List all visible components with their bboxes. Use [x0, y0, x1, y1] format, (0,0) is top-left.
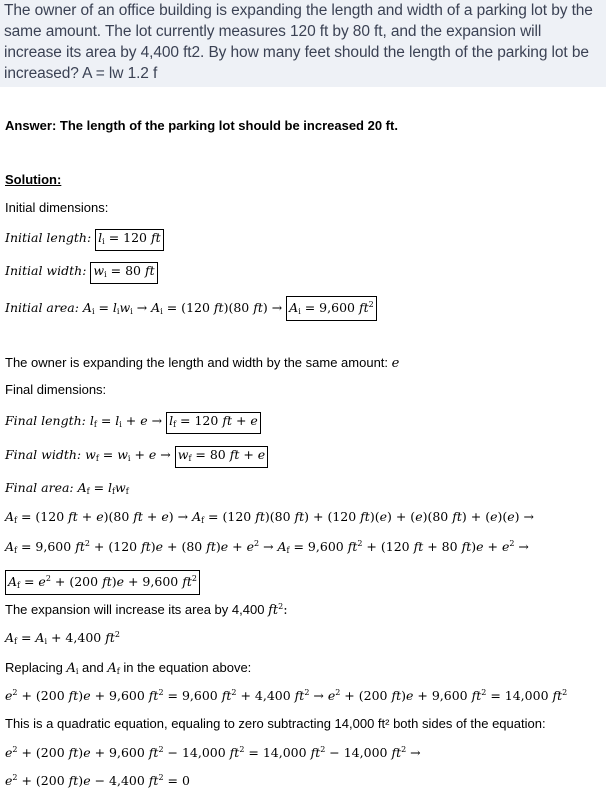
- final-area-equation: Final area: $A_f = l_fw_f$: [5, 480, 129, 496]
- area-expansion-result: [5, 570, 200, 595]
- area-expansion-step1: $A_f = (120$ ft + e)(80 ft + $e) \to A_f = (120$ ft)(80 ft) + (120 ft)(e) + (e)(80 ft) + (e)(e) →: [5, 509, 534, 525]
- area-increase-equation: $A_f = A_i + 4,400$ $ft^2$: [5, 630, 120, 646]
- final-length-equation: Final length: $l_f = l_i + e \to l_f = 120$ ft + e: [5, 412, 261, 434]
- replacing-and: and: [82, 660, 104, 675]
- initial-length-box: $l_i = 120$ ft: [95, 229, 163, 251]
- final-dimensions-label: Final dimensions:: [5, 382, 107, 397]
- final-length-box: $l_f = 120$ ft + e: [166, 412, 261, 434]
- final-length-label: Final length:: [5, 413, 86, 428]
- final-width-equation: Final width: $w_f = w_i + e \to w_f = 80$ ft + e: [5, 446, 268, 468]
- final-area-box: $A_f = e^2 + (200$ ft)e + 9,600 $ft^2$: [5, 570, 200, 595]
- initial-length-label: Initial length:: [5, 230, 92, 245]
- quadratic-equation: $e^2 + (200$ ft)e − 4,400 $ft^2 = 0$: [5, 773, 190, 788]
- initial-area-box: $A_i = 9,600$ $ft^2$: [286, 296, 377, 321]
- initial-area-equation: Initial area: $A_i = l_iw_i \to A_i = (120$ ft)(80 $ft) \to A_i = 9,600$ $ft^2$: [5, 296, 377, 321]
- quadratic-text: This is a quadratic equation, equaling to zero subtracting 14,000 ft² both sides of the equation:: [5, 716, 546, 731]
- final-width-box: $w_f = 80$ ft + e: [175, 446, 268, 468]
- initial-dimensions-label: Initial dimensions:: [5, 200, 109, 215]
- replacing-line: Replacing $A_i$ and $A_f$ in the equation above:: [5, 660, 252, 676]
- initial-area-label: Initial area:: [5, 300, 79, 315]
- replacing-suffix: in the equation above:: [123, 660, 252, 675]
- initial-width-equation: [5, 262, 158, 284]
- replacing-prefix: Replacing: [5, 660, 63, 675]
- answer-line: Answer: The length of the parking lot should be increased 20 ft.: [5, 118, 398, 133]
- subtraction-equation: $e^2 + (200$ ft)e + 9,600 $ft^2 - 14,000$ $ft^2 = 14,000$ $ft^2 - 14,000$ $ft^2$ →: [5, 745, 421, 760]
- question-text: The owner of an office building is expanding the length and width of a parking lot by the same amount. The lot currently measures 120 ft by 80 ft, and the expansion will increase its area by 4,400 ft2. By how many feet should the length of the parking lot be increased? A = lw 1.2 f: [0, 0, 606, 87]
- initial-width-label: Initial width:: [5, 263, 87, 278]
- area-expansion-step2: $A_f = 9,600$ $ft^2 + (120$ ft)e + (80 $ft)e + e^2 \to A_f = 9,600$ $ft^2 + (120$ ft + 80 $ft)e + e^2$ →: [5, 539, 529, 555]
- final-area-label: Final area:: [5, 480, 74, 495]
- increase-line: The expansion will increase its area by 4,400 $ft^2$:: [5, 602, 288, 618]
- expanding-text: The owner is expanding the length and width by the same amount:: [5, 355, 389, 370]
- final-width-label: Final width:: [5, 447, 82, 462]
- increase-text: The expansion will increase its area by 4,400: [5, 602, 265, 617]
- substitution-equation: $e^2 + (200$ ft)e + 9,600 $ft^2 = 9,600$ $ft^2 + 4,400$ $ft^2 \to e^2 + (200$ ft)e + 9,600 $ft^2 = 14,000$ $ft^2$: [5, 688, 568, 703]
- initial-length-equation: [5, 229, 164, 251]
- expanding-line: The owner is expanding the length and width by the same amount: e: [5, 355, 400, 371]
- initial-width-box: $w_i = 80$ ft: [90, 262, 157, 284]
- solution-heading: Solution:: [5, 172, 62, 187]
